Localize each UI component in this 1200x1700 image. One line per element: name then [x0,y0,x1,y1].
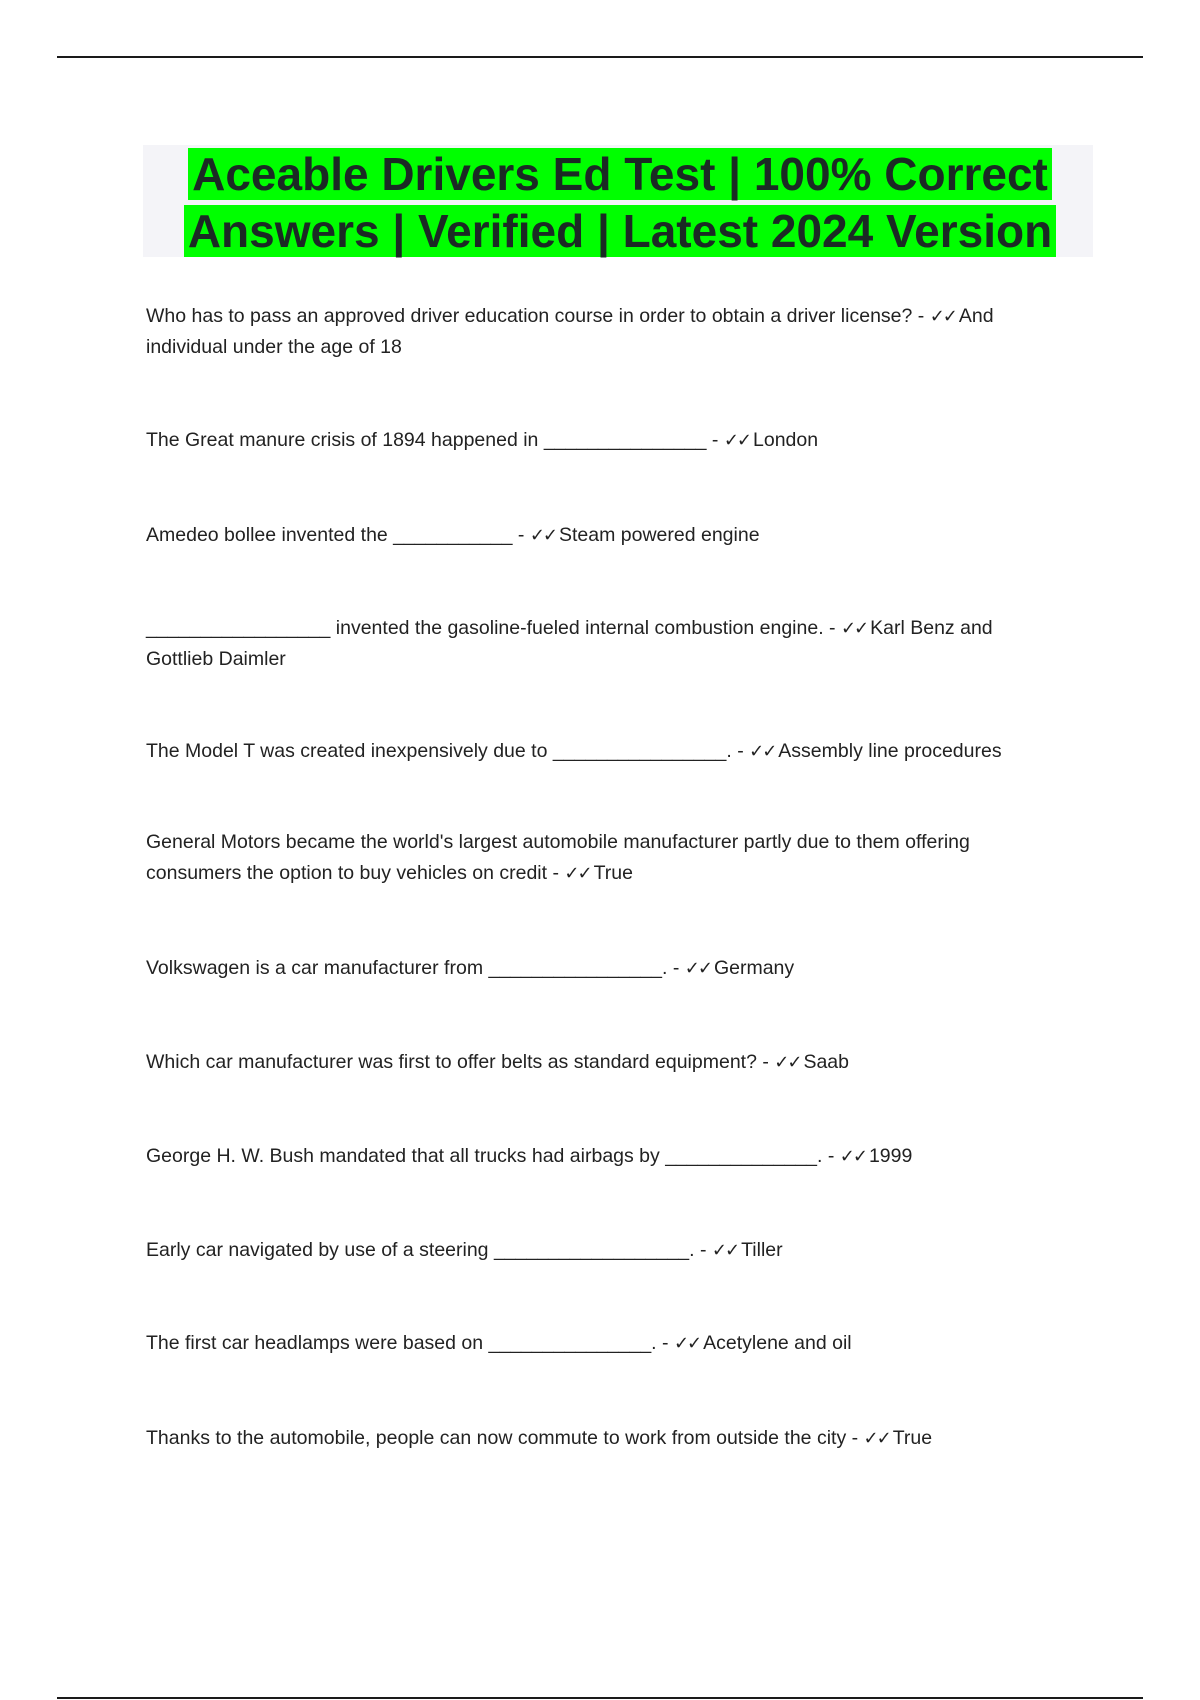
question-text: Thanks to the automobile, people can now commute to work from outside the city [146,1427,847,1449]
top-rule [57,56,1143,58]
qa-item [146,1328,1046,1359]
question-text: Which car manufacturer was first to offer belts as standard equipment? [146,1051,757,1073]
answer-text: Karl Benz and Gottlieb Daimler [146,617,993,670]
question-text: Early car navigated by use of a steering __________________. [146,1239,695,1261]
answer-text: True [593,862,633,884]
answer-text: London [753,429,819,451]
answer-text: Tiller [741,1239,783,1261]
separator: - [706,429,724,451]
question-text: George H. W. Bush mandated that all trucks had airbags by ______________. [146,1145,823,1167]
answer-text: Steam powered engine [559,524,760,546]
double-check-icon: ✓✓ [840,618,868,639]
question-text: Amedeo bollee invented the ___________ [146,524,513,546]
question-text: Volkswagen is a car manufacturer from ________________. [146,957,668,979]
qa-item [146,827,1046,889]
double-check-icon: ✓✓ [529,525,556,546]
double-check-icon: ✓✓ [564,863,591,884]
bottom-rule [57,1697,1143,1699]
separator: - [846,1427,864,1449]
double-check-icon: ✓✓ [929,306,956,327]
separator: - [822,1145,840,1167]
double-check-icon: ✓✓ [711,1240,739,1261]
double-check-icon: ✓✓ [749,741,776,762]
separator: - [667,957,685,979]
answer-text: Acetylene and oil [703,1332,852,1354]
answer-text: Saab [803,1051,849,1073]
separator: - [912,305,930,327]
qa-item [146,1047,1046,1078]
answer-text: 1999 [868,1145,913,1167]
separator: - [547,862,565,884]
answer-text: Assembly line procedures [778,740,1002,762]
double-check-icon: ✓✓ [774,1052,801,1073]
qa-item [146,736,1046,767]
separator: - [823,617,841,639]
double-check-icon: ✓✓ [863,1428,890,1449]
separator: - [512,524,530,546]
separator: - [756,1051,775,1073]
qa-item [146,1141,1046,1172]
question-text: General Motors became the world's largest automobile manufacturer partly due to them offering consumers the option to buy vehicles on credit [146,831,970,884]
qa-item [146,520,1046,551]
document-title [160,146,1080,260]
qa-item [146,425,1046,456]
separator: - [731,740,750,762]
question-text: _________________ invented the gasoline-fueled internal combustion engine. [146,617,824,639]
question-text: The Great manure crisis of 1894 happened in _______________ [146,429,707,451]
qa-item [146,613,1046,675]
separator: - [656,1332,674,1354]
double-check-icon: ✓✓ [839,1146,866,1167]
qa-item [146,953,1046,984]
qa-item [146,1235,1046,1266]
question-text: The first car headlamps were based on _______________. [146,1332,657,1354]
answer-text: Germany [713,957,795,979]
qa-item [146,1423,1046,1454]
double-check-icon: ✓✓ [684,958,711,979]
answer-text: True [892,1427,933,1449]
answer-text: And individual under the age of 18 [146,305,994,358]
question-text: Who has to pass an approved driver education course in order to obtain a driver license? [146,305,913,327]
question-text: The Model T was created inexpensively due to ________________. [146,740,732,762]
qa-item [146,301,1046,363]
title-highlight: Aceable Drivers Ed Test | 100% Correct Answers | Verified | Latest 2024 Version [184,148,1056,257]
double-check-icon: ✓✓ [723,430,751,451]
double-check-icon: ✓✓ [673,1333,701,1354]
separator: - [694,1239,712,1261]
